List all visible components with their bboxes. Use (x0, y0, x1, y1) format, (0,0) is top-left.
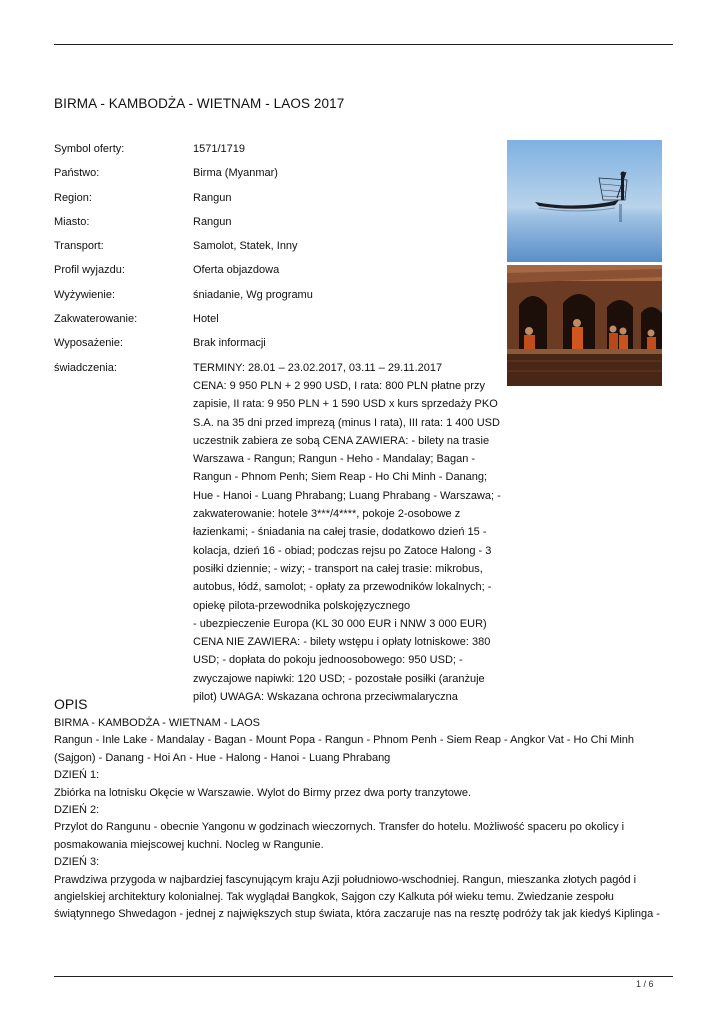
field-row (54, 187, 504, 211)
page-title: BIRMA - KAMBODŻA - WIETNAM - LAOS 2017 (54, 96, 345, 111)
field-label: Wyżywienie: (54, 288, 116, 301)
field-value: Rangun (193, 191, 232, 204)
text-line: CENA: 9 950 PLN + 2 990 USD, I rata: 800 PLN płatne przy (193, 379, 485, 392)
field-value: Brak informacji (193, 337, 266, 350)
offer-details (54, 138, 504, 706)
field-row-swiadczenia (54, 357, 504, 707)
text-line: Rangun - Phnom Penh; Siem Reap - Ho Chi Minh - Danang; (193, 471, 488, 484)
text-line: CENA NIE ZAWIERA: - bilety wstępu i opłaty lotniskowe: 380 (193, 636, 491, 649)
text-line: uczestnik zabiera ze sobą CENA ZAWIERA: - bilety na trasie (193, 434, 490, 447)
text-line: świątynnego Shwedagon - jednej z największych stup świata, która zaczaruje nas na resztę podróży tak jak kiedyś Kiplinga - (54, 908, 660, 921)
field-value: śniadanie, Wg programu (193, 288, 313, 301)
text-line: Prawdziwa przygoda w najbardziej fascynującym kraju Azji południowo-wschodniej. Rangun, mieszanka złotych pagód i (54, 873, 637, 886)
text-line: Rangun - Inle Lake - Mandalay - Bagan - Mount Popa - Rangun - Phnom Penh - Siem Reap - Angkor Vat - Ho Chi Minh (54, 734, 635, 747)
text-line: DZIEŃ 1: (54, 769, 100, 782)
text-line: S.A. na 35 dni przed imprezą (minus I rata), III rata: 1 400 USD (193, 416, 500, 429)
text-line: łazienkami; - śniadania na całej trasie, dodatkowo dzień 15 - (193, 526, 487, 539)
field-value: Hotel (193, 313, 219, 326)
text-line: BIRMA - KAMBODŻA - WIETNAM - LAOS (54, 717, 260, 729)
header-rule (54, 44, 673, 45)
text-line: zakwaterowanie: hotele 3***/4****, pokoje 2-osobowe z (193, 508, 461, 521)
text-line: Hue - Hanoi - Luang Phrabang; Luang Phrabang - Warszawa; - (193, 489, 501, 502)
field-label: świadczenia: (54, 361, 117, 374)
field-row (54, 308, 504, 332)
photo-monastery-monks (507, 265, 662, 386)
text-line: posmakowania miejscowej kuchni. Nocleg w Rangunie. (54, 838, 324, 851)
field-row (54, 138, 504, 162)
field-row (54, 259, 504, 283)
text-line: zwyczajowe napiwki: 120 USD; - pozostałe posiłki (aranżuje (193, 672, 485, 685)
text-line: (Sajgon) - Danang - Hoi An - Hue - Halong - Hanoi - Luang Phrabang (54, 751, 391, 764)
text-line: Warszawa - Rangun; Rangun - Heho - Mandalay; Bagan - (193, 453, 476, 466)
field-label: Wyposażenie: (54, 337, 123, 350)
text-line: USD; - dopłata do pokoju jednoosobowego: 950 USD; - (193, 654, 463, 667)
field-row (54, 235, 504, 259)
field-value: Rangun (193, 215, 232, 228)
section-heading: OPIS (54, 696, 88, 712)
field-label: Symbol oferty: (54, 143, 125, 155)
field-value: Oferta objazdowa (193, 264, 280, 277)
text-line: autobus, łódź, samolot; - opłaty za przewodników lokalnych; - (193, 581, 492, 594)
text-line: Zbiórka na lotnisku Okęcie w Warszawie. Wylot do Birmy przez dwa porty tranzytowe. (54, 786, 472, 799)
text-line: opiekę pilota-przewodnika polskojęzycznego (193, 599, 411, 612)
field-label: Państwo: (54, 167, 100, 180)
text-line: - ubezpieczenie Europa (KL 30 000 EUR i NNW 3 000 EUR) (193, 617, 487, 630)
photo-lake-fisherman (507, 140, 662, 262)
text-line: kolacja, dzień 16 - obiad; podczas rejsu po Zatoce Halong - 3 (193, 544, 492, 557)
swiadczenia-text (193, 359, 504, 707)
text-line: pilot) UWAGA: Wskazana ochrona przeciwmalaryczna (193, 691, 458, 704)
field-row (54, 284, 504, 308)
field-row (54, 332, 504, 356)
text-line: DZIEŃ 2: (54, 804, 100, 817)
field-value: 1571/1719 (193, 143, 245, 155)
text-line: posiłki dziennie; - wizy; - transport na całej trasie: mikrobus, (193, 562, 483, 575)
page-number: 1 / 6 (636, 979, 654, 989)
text-line: DZIEŃ 3: (54, 856, 100, 869)
text-line: zapisie, II rata: 9 950 PLN + 1 590 USD x kurs sprzedaży PKO (193, 398, 498, 411)
field-row (54, 211, 504, 235)
text-line: TERMINY: 28.01 – 23.02.2017, 03.11 – 29.11.2017 (193, 361, 443, 374)
field-value: Birma (Myanmar) (193, 167, 278, 180)
field-value: Samolot, Statek, Inny (193, 240, 298, 253)
text-line: angielskiej architektury kolonialnej. Tak wyglądał Bangkok, Sajgon czy Kalkuta pół wieku temu. Zwiedzanie zespołu (54, 891, 614, 904)
footer-rule (54, 976, 673, 977)
field-row (54, 162, 504, 186)
text-line: Przylot do Rangunu - obecnie Yangonu w godzinach wieczornych. Transfer do hotelu. Możliwość spaceru po okolicy i (54, 821, 625, 834)
field-label: Transport: (54, 240, 104, 253)
field-label: Miasto: (54, 215, 90, 228)
field-label: Zakwaterowanie: (54, 313, 138, 326)
description-text (54, 715, 672, 924)
field-label: Profil wyjazdu: (54, 264, 125, 277)
field-label: Region: (54, 191, 92, 204)
